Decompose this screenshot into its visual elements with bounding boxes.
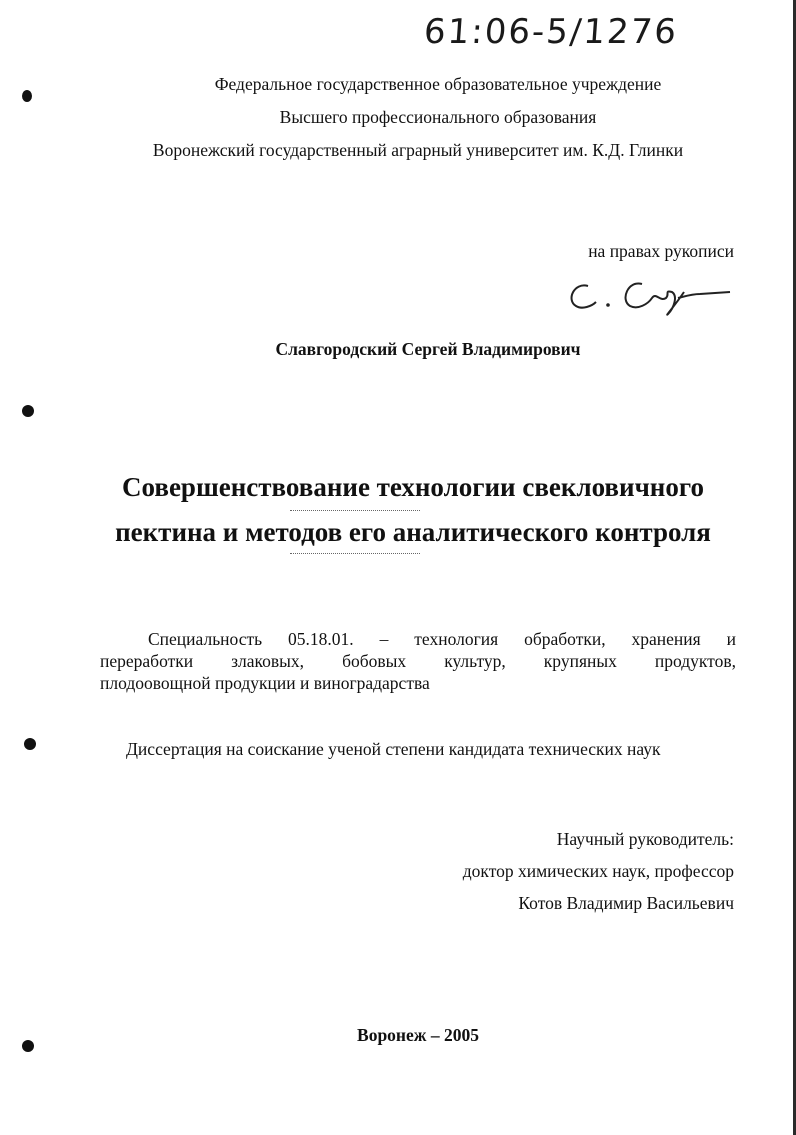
author-name: Славгородский Сергей Владимирович <box>275 339 581 359</box>
institution-line-3: Воронежский государственный аграрный университет им. К.Д. Глинки <box>152 140 684 160</box>
signature <box>560 268 740 328</box>
institution-line-1: Федеральное государственное образовательное учреждение <box>214 74 662 94</box>
signature-drawing <box>560 268 740 328</box>
registry-number: 61:06-5/1276 <box>422 12 680 52</box>
specialty-line-2: переработки злаковых, бобовых культур, крупяных продуктов, <box>100 651 736 671</box>
specialty-block <box>100 628 736 694</box>
library-stamp-trace <box>290 510 420 554</box>
city-year: Воронеж – 2005 <box>357 1025 479 1045</box>
thesis-title-line-2: пектина и методов его аналитического контроля <box>115 517 711 547</box>
thesis-title-line-1: Совершенствование технологии свекловичного <box>122 472 704 502</box>
supervisor-degree: доктор химических наук, профессор <box>462 861 734 881</box>
specialty-line-3: плодоовощной продукции и виноградарства <box>100 673 430 693</box>
binding-hole-mark <box>22 405 34 417</box>
supervisor-label: Научный руководитель: <box>556 829 734 849</box>
binding-hole-mark <box>24 738 36 750</box>
specialty-line-1: Специальность 05.18.01. – технология обработки, хранения и <box>148 629 736 649</box>
manuscript-note: на правах рукописи <box>588 241 734 261</box>
institution-line-2: Высшего профессионального образования <box>279 107 597 127</box>
dissertation-degree: Диссертация на соискание ученой степени кандидата технических наук <box>126 739 661 759</box>
supervisor-name: Котов Владимир Васильевич <box>518 893 734 913</box>
